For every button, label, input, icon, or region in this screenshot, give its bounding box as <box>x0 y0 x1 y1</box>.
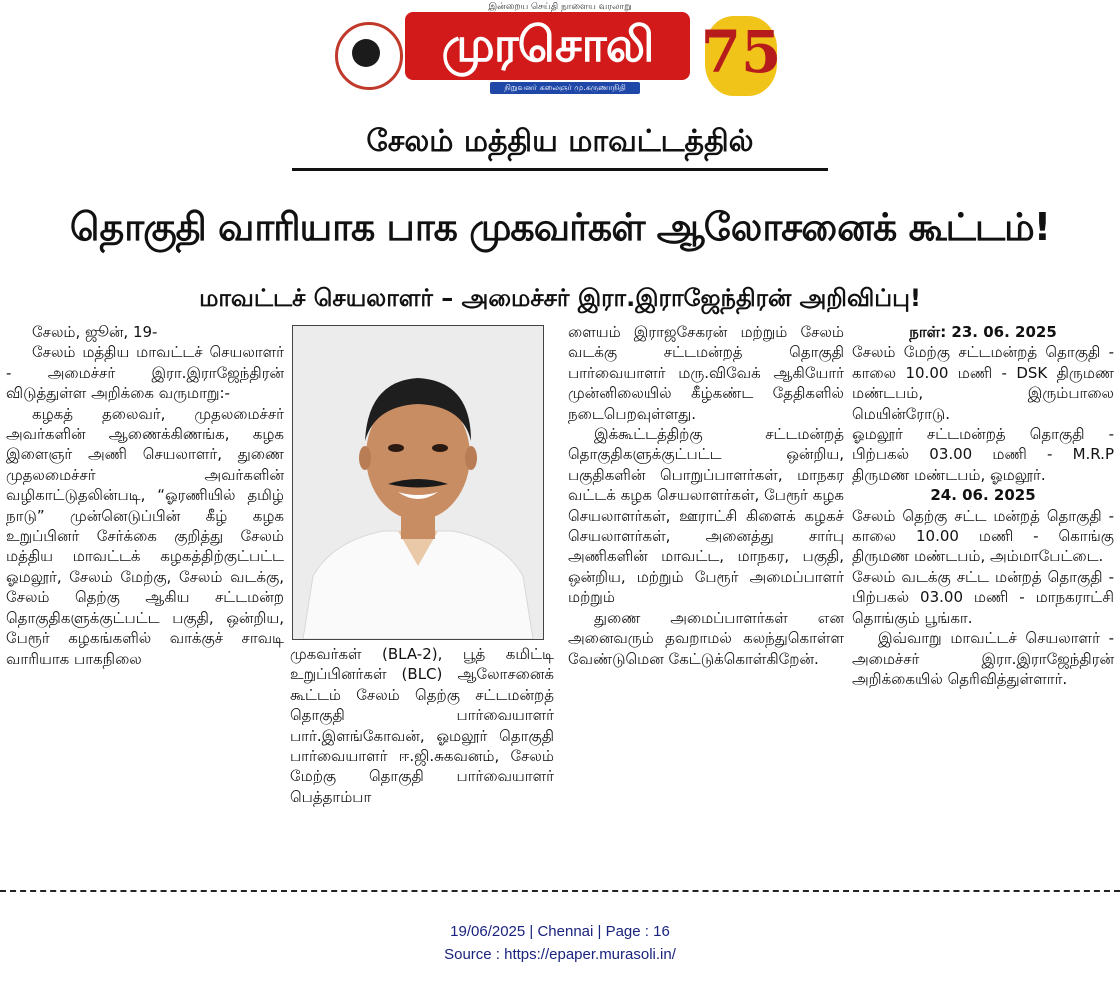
meeting-date-1: நாள்: 23. 06. 2025 <box>909 323 1057 341</box>
party-seal-logo <box>335 22 403 90</box>
masthead-tagline: இன்றைய செய்தி நாளைய வரலாறு <box>488 2 632 12</box>
anniversary-emblem <box>695 6 787 98</box>
portrait-illustration <box>293 326 543 639</box>
meeting-item: சேலம் மேற்கு சட்டமன்றத் தொகுதி - காலை 10.00 மணி - DSK திருமண மண்டபம், இரும்பாலை மெயின்ரோடு. <box>852 343 1114 423</box>
meeting-item: சேலம் வடக்கு சட்ட மன்றத் தொகுதி - பிற்பகல் 03.00 மணி - மாநகராட்சி தொங்கும் பூங்கா. <box>852 567 1114 627</box>
paragraph: சேலம் மத்திய மாவட்டச் செயலாளர் - அமைச்சர் இரா.இராஜேந்திரன் விடுத்துள்ள அறிக்கை வருமாறு:- <box>6 343 284 403</box>
footer-divider <box>0 890 1120 892</box>
edition-info: 19/06/2025 | Chennai | Page : 16 <box>450 923 670 940</box>
meeting-date-2: 24. 06. 2025 <box>930 486 1036 505</box>
paragraph: இக்கூட்டத்திற்கு சட்டமன்றத் தொகுதிகளுக்குட்பட்ட ஒன்றிய, பகுதிகளின் பொறுப்பாளர்கள், மாநகர வட்டக் கழக செயலாளர்கள், பேரூர் கழக செயலாளர்கள், ஊராட்சி கிளைக் கழகச் செயலாளர்கள், அனைத்து சார்பு அணிகளின் மாவட்ட, மாநகர, பகுதி, ஒன்றிய, மற்றும் பேரூர் அமைப்பாளர் மற்றும் <box>568 425 844 607</box>
paragraph: கழகத் தலைவர், முதலமைச்சர் அவர்களின் ஆணைக்கிணங்க, கழக இளைஞர் அணி செயலாளர், துணை முதலமைச்சர் அவர்களின் வழிகாட்டுதலின்படி, “ஓரணியில் தமிழ் நாடு” முன்னெடுப்பின் கீழ் கழக உறுப்பினர் சேர்க்கை குறித்து சேலம் மத்திய மாவட்டக் கழகத்திற்குட்பட்ட ஓமலூர், சேலம் மேற்கு, சேலம் வடக்கு, சேலம் தெற்கு ஆகிய சட்டமன்ற தொகுதிகளுக்குட்பட்ட பகுதி, ஒன்றிய, பேரூர் கழகங்களில் வாக்குச் சாவடி வாரியாக பாகநிலை <box>6 404 284 668</box>
article-column-2 <box>290 644 554 807</box>
newspaper-logo: முரசொலி <box>441 17 654 73</box>
dateline: சேலம், ஜூன், 19- <box>32 323 158 341</box>
masthead <box>0 0 1120 108</box>
article-headline: தொகுதி வாரியாக பாக முகவர்கள் ஆலோசனைக் கூட்டம்! <box>69 205 1051 249</box>
article-subhead: மாவட்டச் செயலாளர் – அமைச்சர் இரா.இராஜேந்திரன் அறிவிப்பு! <box>199 284 921 312</box>
anniversary-number: 75 <box>700 18 782 86</box>
paragraph: துணை அமைப்பாளர்கள் என அனைவரும் தவறாமல் கலந்துகொள்ள வேண்டுமென கேட்டுக்கொள்கிறேன். <box>568 608 844 668</box>
paragraph: ளையம் இராஜசேகரன் மற்றும் சேலம் வடக்கு சட்டமன்றத் தொகுதி பார்வையாளர் மரு.விவேக் ஆகியோர் முன்னிலையில் கீழ்கண்ட தேதிகளில் நடைபெறவுள்ளது. <box>568 323 844 423</box>
meeting-item: சேலம் தெற்கு சட்ட மன்றத் தொகுதி - காலை 10.00 மணி - கொங்கு திருமண மண்டபம், அம்மாபேட்டை. <box>852 506 1114 566</box>
article-column-4 <box>852 322 1114 689</box>
article-column-3 <box>568 322 844 669</box>
meeting-item: ஓமலூர் சட்டமன்றத் தொகுதி - பிற்பகல் 03.00 மணி - M.R.P திருமண மண்டபம், ஓமலூர். <box>852 425 1114 484</box>
closing-paragraph: இவ்வாறு மாவட்டச் செயலாளர் - அமைச்சர் இரா.இராஜேந்திரன் அறிக்கையில் தெரிவித்துள்ளார். <box>852 629 1114 688</box>
source-link[interactable]: Source : https://epaper.murasoli.in/ <box>444 946 676 963</box>
article-kicker: சேலம் மத்திய மாவட்டத்தில் <box>366 124 754 159</box>
newspaper-logo-subtitle: நிறுவனர் கலைஞர் மு.கருணாநிதி <box>490 82 640 94</box>
minister-photo <box>292 325 544 640</box>
kicker-underline <box>292 168 828 171</box>
paragraph: முகவர்கள் (BLA-2), பூத் கமிட்டி உறுப்பினர்கள் (BLC) ஆலோசனைக் கூட்டம் சேலம் தெற்கு சட்டமன்றத் தொகுதி பார்வையாளர் பார்.இளங்கோவன், ஓமலூர் தொகுதி பார்வையாளர் ஈ.ஜி.சுகவனம், சேலம் மேற்கு தொகுதி பார்வையாளர் பெத்தாம்பா <box>290 645 554 806</box>
article-column-1 <box>6 322 284 669</box>
